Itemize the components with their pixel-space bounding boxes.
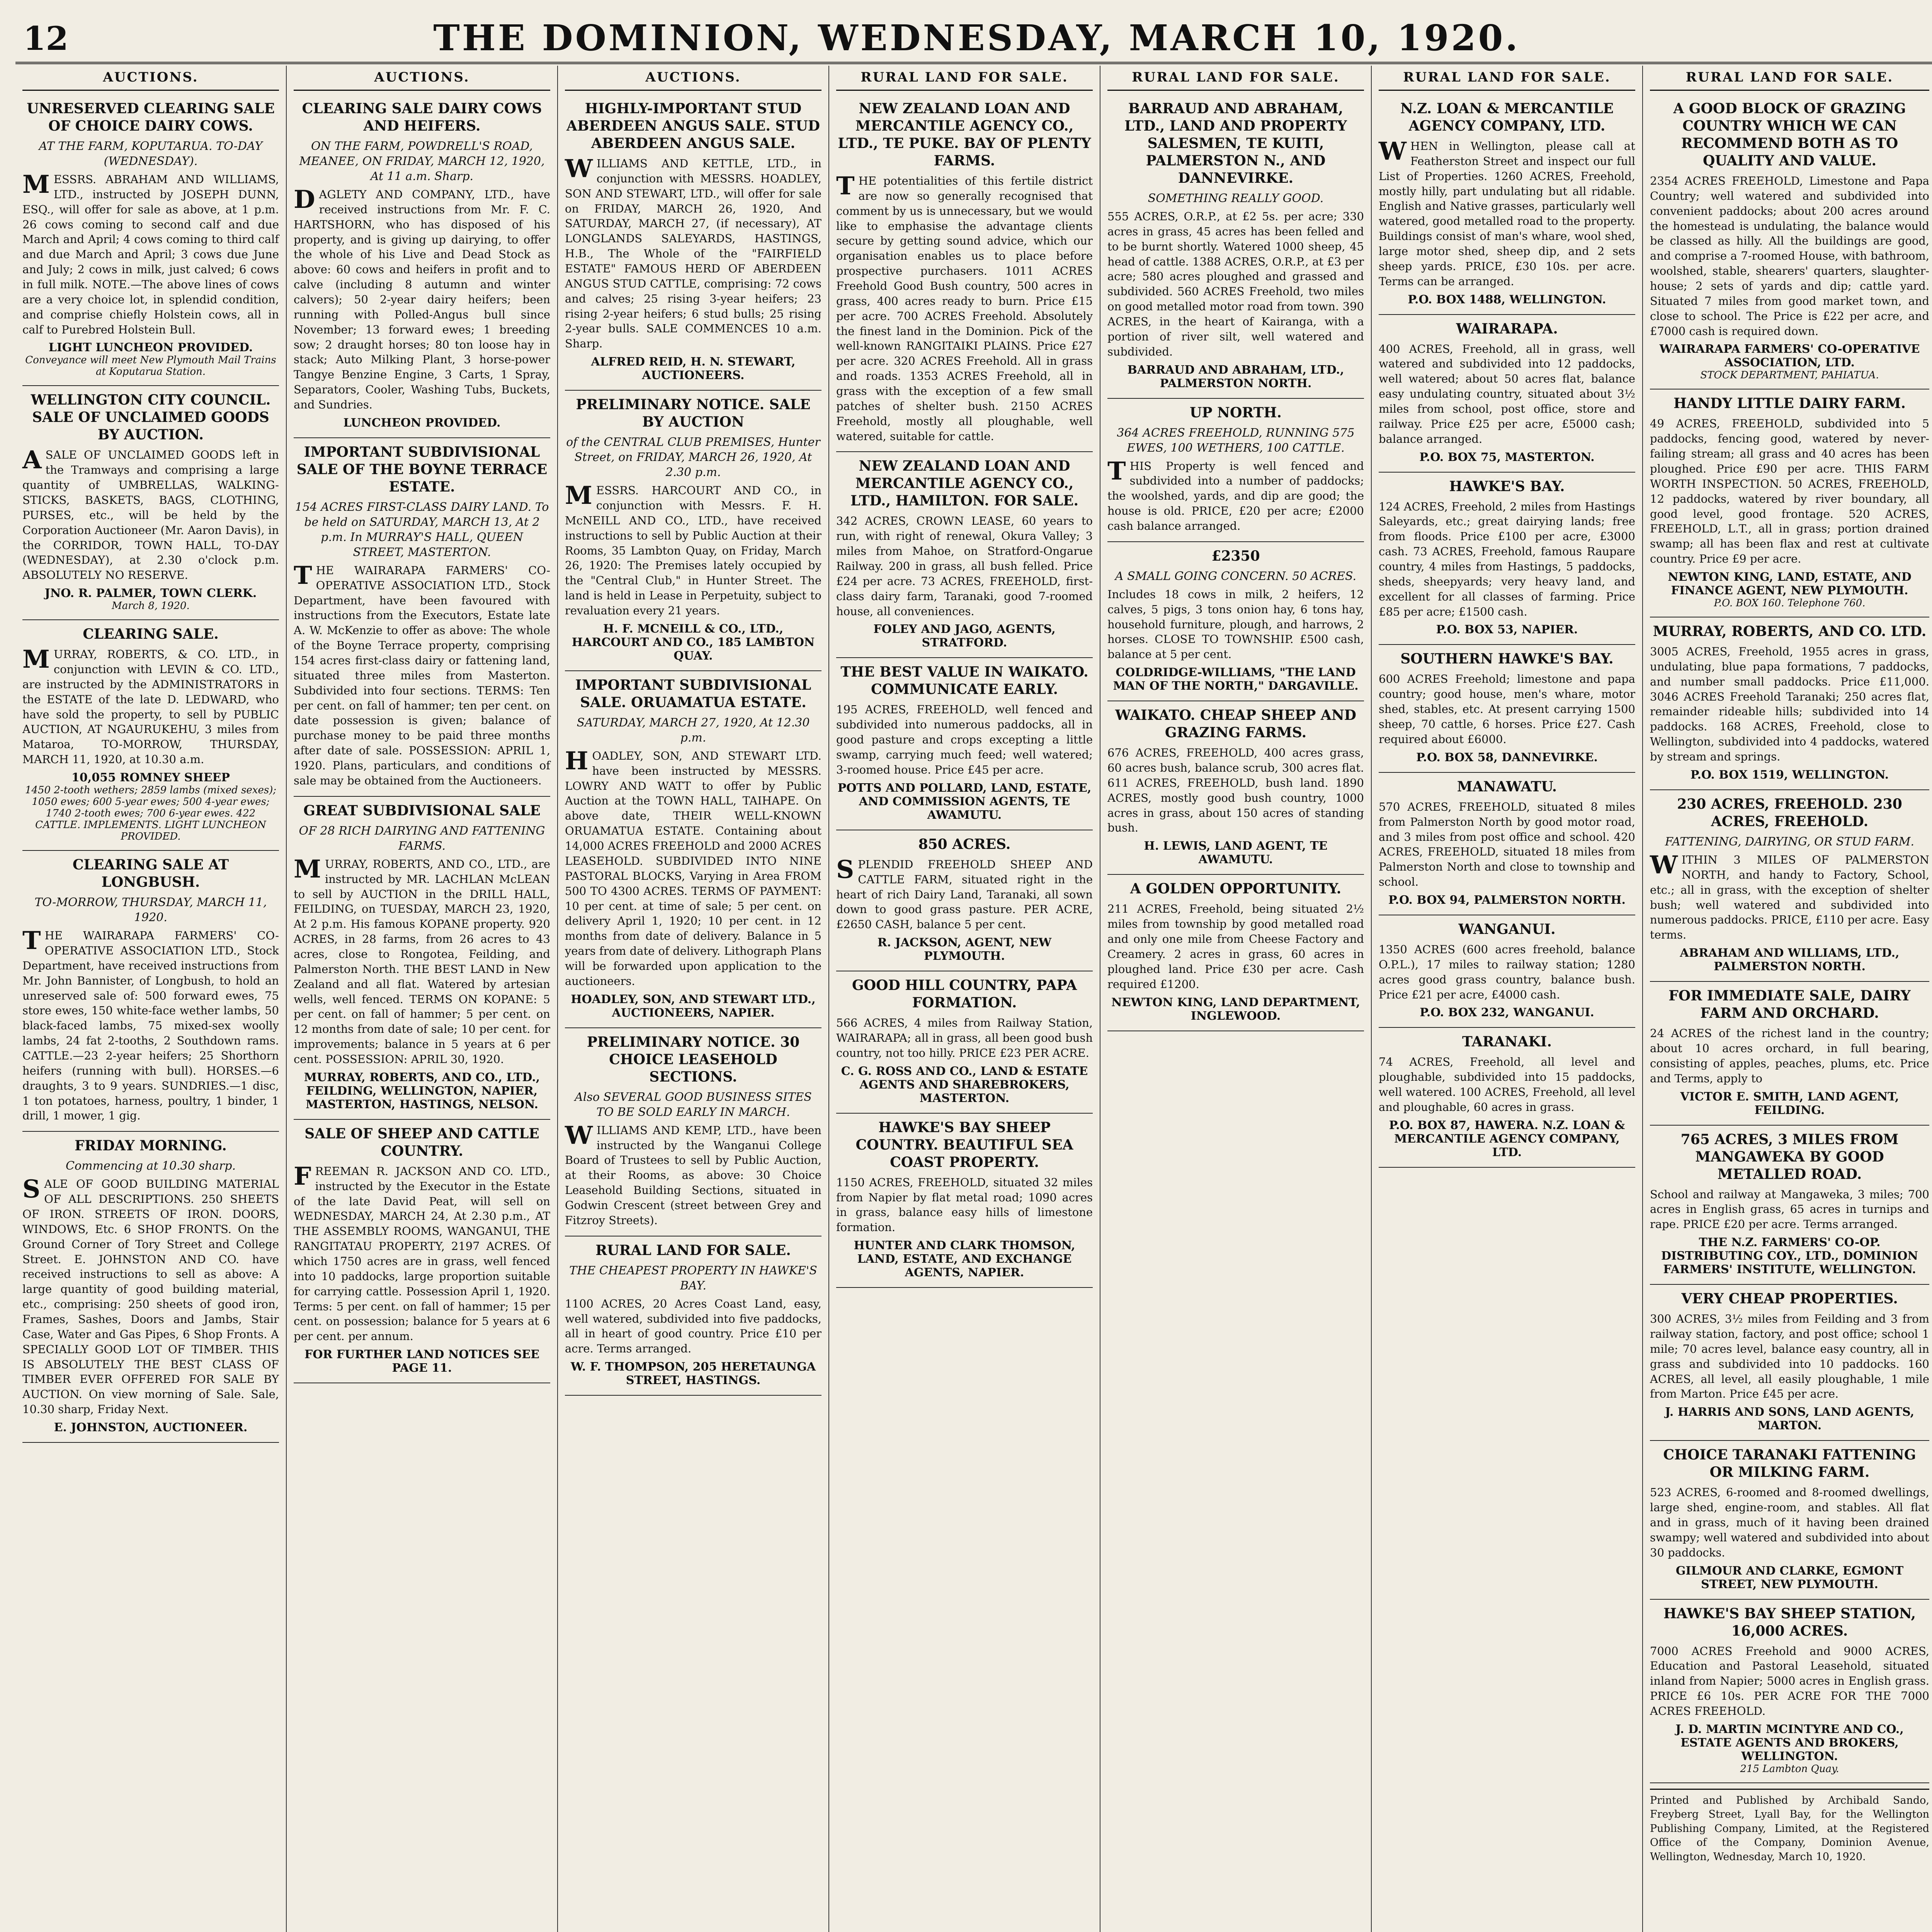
column-1 xyxy=(15,66,287,1932)
advertisement xyxy=(1107,542,1364,701)
ad-text: AGLETY AND COMPANY, LTD., have received instructions from Mr. F. C. HARTSHORN, who has disposed of his property, and is giving up dairying, to offer the whole of his Live and Dead Stock as above: 60 cows and heifers in profit and to calve (including 8 autumn and winter calvers); 50 2-year dairy heifers; been running with Polled-Angus bull since November; 13 forward ewes; 1 breeding sow; 2 draught horses; 80 ton loose hay in stack; Auto Milking Plant, 3 horse-power Tangye Benzine Engine, 3 Carts, 1 Spray, Separators, Cooler, Washing Tubs, Buckets, and Sundries. xyxy=(294,188,550,412)
advertisement xyxy=(22,620,279,851)
ad-signature: P.O. BOX 232, WANGANUI. xyxy=(1420,1006,1594,1020)
ad-body xyxy=(565,748,821,989)
ad-text: ALE OF GOOD BUILDING MATERIAL OF ALL DESCRIPTIONS. 250 SHEETS OF IRON. STREETS OF IRON. DOORS, WINDOWS, Etc. 6 SHOP FRONTS. On the Ground Corner of Tory Street and College Street. E. JOHNSTON AND CO. have received instructions to sell as above: A large quantity of good building material, etc., comprising: 250 sheets of good iron, Frames, Sashes, Doors and Jambs, Stair Case, Water and Gas Pipes, 6 Shop Fronts. A SPECIALLY GOOD LOT OF TIMBER. THIS IS ABSOLUTELY THE BEST CLASS OF TIMBER EVER OFFERED FOR SALE BY AUCTION. On view morning of Sale. Sale, 10.30 sharp, Friday Next. xyxy=(22,1177,279,1416)
ad-heading: N.Z. LOAN & MERCANTILE AGENCY COMPANY, LTD. xyxy=(1400,100,1614,134)
column-6 xyxy=(1372,66,1643,1932)
ad-heading: UNRESERVED CLEARING SALE OF CHOICE DAIRY COWS. xyxy=(27,100,275,134)
ad-text: 1350 ACRES (600 acres freehold, balance O.P.L.), 17 miles to railway station; 1280 acres good grass country, balance bush. Price £21 per acre, £4000 cash. xyxy=(1379,942,1635,1001)
ad-heading: VERY CHEAP PROPERTIES. xyxy=(1681,1291,1898,1307)
ad-heading: CHOICE TARANAKI FATTENING OR MILKING FARM. xyxy=(1663,1447,1916,1481)
ad-signature: HOADLEY, SON, AND STEWART LTD., AUCTIONEERS, NAPIER. xyxy=(571,992,816,1020)
column-header: AUCTIONS. xyxy=(22,66,279,91)
ad-text: 676 ACRES, FREEHOLD, 400 acres grass, 60 acres bush, balance scrub, 300 acres flat. 611 ACRES, FREEHOLD, bush land. 1890 ACRES, mostly good bush country, 1000 acres in grass, about 150 acres of standing bush. xyxy=(1107,746,1364,835)
advertisement xyxy=(1379,473,1635,645)
column-2 xyxy=(287,66,558,1932)
advertisement xyxy=(1107,701,1364,875)
advertisement xyxy=(836,971,1093,1114)
drop-cap: W xyxy=(1650,850,1678,879)
ad-signature: W. F. THOMPSON, 205 HERETAUNGA STREET, HASTINGS. xyxy=(570,1360,816,1388)
ad-body xyxy=(1650,644,1929,764)
drop-cap: M xyxy=(22,170,50,199)
ad-text: Includes 18 cows in milk, 2 heifers, 12 calves, 5 pigs, 3 tons onion hay, 6 tons hay, household furniture, plough, and harrows, 2 horses. CLOSE TO TOWNSHIP. £500 cash, balance at 5 per cent. xyxy=(1107,587,1364,661)
ad-body xyxy=(836,1015,1093,1061)
ad-text: SALE OF UNCLAIMED GOODS left in the Tramways and comprising a large quantity of UMBRELLAS, WALKING-STICKS, BASKETS, BAGS, CLOTHING, PURSES, etc., will be held by the Corporation Auctioneer (Mr. Aaron Davis), in the CORRIDOR, TOWN HALL, TO-DAY (WEDNESDAY), at 2.30 o'clock p.m. ABSOLUTELY NO RESERVE. xyxy=(22,448,279,582)
ad-subheading: 364 ACRES FREEHOLD, RUNNING 575 EWES, 100 WETHERS, 100 CATTLE. xyxy=(1117,426,1355,455)
ad-body xyxy=(1107,745,1364,835)
ad-heading: WAIRARAPA. xyxy=(1456,320,1558,337)
ad-subheading: AT THE FARM, KOPUTARUA. TO-DAY (WEDNESDAY). xyxy=(39,139,263,168)
advertisement xyxy=(1650,1600,1929,1783)
ad-body xyxy=(1379,139,1635,289)
drop-cap: W xyxy=(1379,137,1406,166)
ad-subheading: A SMALL GOING CONCERN. 50 ACRES. xyxy=(1115,569,1357,583)
drop-cap: T xyxy=(22,926,41,956)
ad-heading: WELLINGTON CITY COUNCIL. SALE OF UNCLAIMED GOODS BY AUCTION. xyxy=(31,392,271,443)
advertisement xyxy=(1650,1126,1929,1285)
advertisement xyxy=(1379,773,1635,915)
ad-signature: LUNCHEON PROVIDED. xyxy=(343,416,501,430)
ad-text: URRAY, ROBERTS, & CO. LTD., in conjunction with LEVIN & CO. LTD., are instructed by the ADMINISTRATORS in the ESTATE of the late D. LEDWARD, who have sold the property, to sell by PUBLIC AUCTION, AT NGAURUKEHU, 3 miles from Mataroa, TO-MORROW, THURSDAY, MARCH 11, 1920, at 10.30 a.m. xyxy=(22,648,279,766)
ad-heading: 230 ACRES, FREEHOLD. 230 ACRES, FREEHOLD. xyxy=(1677,796,1902,830)
ad-body xyxy=(1107,587,1364,662)
ad-heading: £2350 xyxy=(1211,548,1260,564)
ad-body xyxy=(1379,499,1635,619)
ad-signature: THE N.Z. FARMERS' CO-OP. DISTRIBUTING COY., LTD., DOMINION FARMERS' INSTITUTE, WELLINGTON. xyxy=(1661,1236,1918,1277)
advertisement xyxy=(294,95,550,438)
ad-signature: J. HARRIS AND SONS, LAND AGENTS, MARTON. xyxy=(1665,1405,1915,1433)
advertisement xyxy=(565,95,821,391)
ad-text: 570 ACRES, FREEHOLD, situated 8 miles from Palmerston North by good motor road, and 3 miles from post office and school. 420 ACRES, FREEHOLD, situated 18 miles from Palmerston North and close to township and school. xyxy=(1379,800,1635,889)
ad-text: 566 ACRES, 4 miles from Railway Station, WAIRARAPA; all in grass, all been good bush country, not too hilly. PRICE £23 PER ACRE. xyxy=(836,1016,1093,1060)
ad-text: ILLIAMS AND KEMP, LTD., have been instructed by the Wanganui College Board of Trustees to sell by Public Auction, at their Rooms, as above: 30 Choice Leasehold Building Sections, situated in Godwin Crescent (street between Grey and Fitzroy Streets). xyxy=(565,1123,821,1227)
column-3 xyxy=(558,66,829,1932)
ad-heading: IMPORTANT SUBDIVISIONAL SALE. ORUAMATUA ESTATE. xyxy=(575,677,811,711)
drop-cap: S xyxy=(836,855,854,884)
ad-text: 49 ACRES, FREEHOLD, subdivided into 5 paddocks, fencing good, watered by never-failing stream; all grass and 40 acres has been ploughed. Price £90 per acre. THIS FARM WORTH INSPECTION. 50 ACRES, FREEHOLD, 12 paddocks, watered by river boundary, all good level, good frontage. 520 ACRES, FREEHOLD, L.T., all in grass; portion drained swamp; all has been flax and rest at cultivate country. Price £9 per acre. xyxy=(1650,417,1929,566)
ad-heading: MURRAY, ROBERTS, AND CO. LTD. xyxy=(1653,623,1927,640)
drop-cap: T xyxy=(1107,456,1126,486)
ad-body xyxy=(836,1175,1093,1235)
ad-signature: WAIRARAPA FARMERS' CO-OPERATIVE ASSOCIATION, LTD. xyxy=(1659,342,1920,370)
ad-text: HE WAIRARAPA FARMERS' CO-OPERATIVE ASSOCIATION LTD., Stock Department, have received instructions from Mr. John Bannister, of Longbush, to hold an unreserved sale of: 500 forward ewes, 75 store ewes, 150 white-face wether lambs, 50 black-faced lambs, 75 mixed-sex woolly lambs, 24 fat 2-tooths, 2 Southdown rams. CATTLE.—23 2-year heifers; 25 Shorthorn heifers (running with bull). HORSES.—6 draughts, 3 to 9 years. SUNDRIES.—1 disc, 1 ton potatoes, harness, poultry, 1 binder, 1 drill, 1 mower, 1 gig. xyxy=(22,929,279,1122)
ad-signature: BARRAUD AND ABRAHAM, LTD., PALMERSTON NORTH. xyxy=(1127,363,1344,390)
ad-heading: A GOLDEN OPPORTUNITY. xyxy=(1130,881,1342,897)
column-header: RURAL LAND FOR SALE. xyxy=(1650,66,1929,91)
ad-text: 3005 ACRES, Freehold, 1955 acres in grass, undulating, blue papa formations, 7 paddocks, and number small paddocks. Price £11,000. 3046 ACRES Freehold Taranaki; 250 acres flat, remainder rideable hills; subdivided into 14 paddocks. 168 ACRES, Freehold, close to Wellington, subdivided into 4 paddocks, watered by stream and springs. xyxy=(1650,645,1929,764)
ad-body xyxy=(1107,456,1364,534)
ad-signature-note: 215 Lambton Quay. xyxy=(1740,1763,1839,1775)
advertisement xyxy=(1650,1441,1929,1599)
advertisement xyxy=(1107,875,1364,1031)
ad-text: 74 ACRES, Freehold, all level and ploughable, subdivided into 15 paddocks, well watered. 100 ACRES, Freehold, all level and ploughable, 60 acres in grass. xyxy=(1379,1055,1635,1114)
advertisement xyxy=(836,1114,1093,1288)
column-header: RURAL LAND FOR SALE. xyxy=(1107,66,1364,91)
ad-subheading: OF 28 RICH DAIRYING AND FATTENING FARMS. xyxy=(299,824,545,853)
ad-body xyxy=(1107,209,1364,359)
drop-cap: M xyxy=(294,854,321,884)
ad-subheading: SOMETHING REALLY GOOD. xyxy=(1148,192,1324,205)
ad-signature: POTTS AND POLLARD, LAND, ESTATE, AND COMMISSION AGENTS, TE AWAMUTU. xyxy=(837,781,1092,822)
ad-signature: ALFRED REID, H. N. STEWART, AUCTIONEERS. xyxy=(591,355,796,383)
ad-signature: VICTOR E. SMITH, LAND AGENT, FEILDING. xyxy=(1680,1090,1899,1117)
ad-signature: MURRAY, ROBERTS, AND CO., LTD., FEILDING, WELLINGTON, NAPIER, MASTERTON, HASTINGS, NELSON. xyxy=(304,1070,540,1111)
ad-subheading: SATURDAY, MARCH 27, 1920, At 12.30 p.m. xyxy=(577,716,810,745)
ad-text: 211 ACRES, Freehold, being situated 2½ miles from township by good metalled road and only one mile from Cheese Factory and Creamery. 2 acres in grass, 60 acres in ploughed land. Price £30 per acre. Cash required £1200. xyxy=(1107,902,1364,991)
ad-signature: R. JACKSON, AGENT, NEW PLYMOUTH. xyxy=(877,936,1052,963)
ad-text: URRAY, ROBERTS, AND CO., LTD., are instructed by MR. LACHLAN McLEAN to sell by AUCTION in the DRILL HALL, FEILDING, on TUESDAY, MARCH 23, 1920, At 2 p.m. His famous KOPANE property. 920 ACRES, in 28 farms, from 26 acres to 43 acres, close to Rongotea, Feilding, and Palmerston North. THE BEST LAND in New Zealand and all flat. Watered by artesian wells, well fenced. TERMS ON KOPANE: 5 per cent. on fall of hammer; 5 per cent. on 12 months from date of sale; 10 per cent. for improvements; balance in 5 years at 6 per cent. POSSESSION: APRIL 30, 1920. xyxy=(294,857,550,1066)
ad-heading: A GOOD BLOCK OF GRAZING COUNTRY WHICH WE CAN RECOMMEND BOTH AS TO QUALITY AND VALUE. xyxy=(1673,100,1906,169)
ad-body xyxy=(1650,852,1929,942)
ad-body xyxy=(1107,901,1364,992)
ad-body xyxy=(22,647,279,767)
ad-subheading: Also SEVERAL GOOD BUSINESS SITES TO BE SOLD EARLY IN MARCH. xyxy=(575,1090,812,1119)
ad-subheading: FATTENING, DAIRYING, OR STUD FARM. xyxy=(1665,835,1914,849)
advertisement xyxy=(1650,389,1929,617)
ad-signature: COLDRIDGE-WILLIAMS, "THE LAND MAN OF THE NORTH," DARGAVILLE. xyxy=(1113,666,1359,693)
ad-text: 2354 ACRES FREEHOLD, Limestone and Papa Country; well watered and subdivided into convenient paddocks; about 200 acres around the homestead is undulating, the balance would be classed as hilly. All the buildings are good, and comprise a 7-roomed House, with bathroom, woolshed, stable, shearers' quarters, slaughter-house; 2 sets of yards and dip; cattle yard. Situated 7 miles from good market town, and close to school. The Price is £22 per acre, and £7000 cash is required down. xyxy=(1650,174,1929,338)
ad-body xyxy=(836,173,1093,444)
ad-body xyxy=(1650,173,1929,338)
ad-text: ESSRS. HARCOURT AND CO., in conjunction with Messrs. F. H. McNEILL AND CO., LTD., have received instructions to sell by Public Auction at their Rooms, 35 Lambton Quay, on Friday, March 26, 1920: The Premises lately occupied by the "Central Club," in Hunter Street. The land is held in Lease in Perpetuity, subject to revaluation every 21 years. xyxy=(565,484,821,617)
ad-heading: HAWKE'S BAY. xyxy=(1449,478,1565,495)
ad-subheading: Commencing at 10.30 sharp. xyxy=(65,1159,236,1173)
ad-signature: NEWTON KING, LAND DEPARTMENT, INGLEWOOD. xyxy=(1111,995,1360,1023)
ad-body xyxy=(1379,942,1635,1002)
masthead xyxy=(15,12,1932,64)
ad-heading: PRELIMINARY NOTICE. SALE BY AUCTION xyxy=(576,396,811,430)
ad-signature: FOLEY AND JAGO, AGENTS, STRATFORD. xyxy=(873,622,1056,650)
advertisement xyxy=(836,658,1093,830)
ad-text: 24 ACRES of the richest land in the country; about 10 acres orchard, in full bearing, consisting of apples, peaches, plums, etc. Price and Terms, apply to xyxy=(1650,1027,1929,1085)
ad-body xyxy=(1650,1644,1929,1719)
ad-body xyxy=(1650,1187,1929,1232)
drop-cap: W xyxy=(565,1121,593,1150)
page-columns xyxy=(15,66,1932,1932)
ad-heading: GOOD HILL COUNTRY, PAPA FORMATION. xyxy=(852,977,1077,1011)
ad-heading: HIGHLY-IMPORTANT STUD ABERDEEN ANGUS SALE. STUD ABERDEEN ANGUS SALE. xyxy=(566,100,820,151)
advertisement xyxy=(1650,1285,1929,1441)
ad-heading: MANAWATU. xyxy=(1457,778,1557,795)
ad-text: 400 ACRES, Freehold, all in grass, well watered and subdivided into 12 paddocks, well watered; about 50 acres flat, balance easy undulating country, situated about 3½ miles from school, post office, store and railway. Price £25 per acre, £5000 cash; balance arranged. xyxy=(1379,342,1635,446)
ad-signature-note: STOCK DEPARTMENT, PAHIATUA. xyxy=(1700,369,1879,381)
ad-text: 1150 ACRES, FREEHOLD, situated 32 miles from Napier by flat metal road; 1090 acres in grass, balance easy hills of limestone formation. xyxy=(836,1175,1093,1234)
advertisement xyxy=(836,95,1093,452)
advertisement xyxy=(836,452,1093,658)
ad-signature: ABRAHAM AND WILLIAMS, LTD., PALMERSTON NORTH. xyxy=(1680,946,1900,974)
newspaper-title: THE DOMINION, WEDNESDAY, MARCH 10, 1920. xyxy=(433,17,1520,59)
advertisement xyxy=(1379,1028,1635,1167)
column-header: RURAL LAND FOR SALE. xyxy=(1379,66,1635,91)
advertisement xyxy=(836,830,1093,971)
ad-text: School and railway at Mangaweka, 3 miles; 700 acres in English grass, 65 acres in turnips and rape. PRICE £20 per acre. Terms arranged. xyxy=(1650,1187,1929,1231)
drop-cap: D xyxy=(294,185,315,214)
ad-text: HEN in Wellington, please call at Featherston Street and inspect our full List of Properties. 1260 ACRES, Freehold, mostly hilly, part undulating but all ridable. English and Native grasses, particularly well watered, good metalled road to the property. Buildings consist of man's whare, wool shed, large motor shed, sheep dip, and 2 sets sheep yards. PRICE, £30 10s. per acre. Terms can be arranged. xyxy=(1379,139,1635,288)
advertisement xyxy=(1650,617,1929,790)
ad-text: HIS Property is well fenced and subdivided into a number of paddocks; the woolshed, yards, and dip are good; the house is old. PRICE, £20 per acre; £2000 cash balance arranged. xyxy=(1107,459,1364,533)
ad-signature: P.O. BOX 58, DANNEVIRKE. xyxy=(1416,750,1598,764)
ad-signature: HUNTER AND CLARK THOMSON, LAND, ESTATE, AND EXCHANGE AGENTS, NAPIER. xyxy=(854,1239,1075,1280)
ad-heading: 850 ACRES. xyxy=(918,836,1011,852)
ad-body xyxy=(22,447,279,583)
advertisement xyxy=(565,1236,821,1396)
column-5 xyxy=(1100,66,1372,1932)
ad-signature: JNO. R. PALMER, TOWN CLERK. xyxy=(44,587,257,600)
drop-cap: F xyxy=(294,1162,311,1191)
ad-signature: 10,055 ROMNEY SHEEP xyxy=(71,771,230,785)
advertisement xyxy=(1107,95,1364,399)
ad-signature: FOR FURTHER LAND NOTICES SEE PAGE 11. xyxy=(304,1348,539,1375)
ad-heading: NEW ZEALAND LOAN AND MERCANTILE AGENCY CO., LTD., TE PUKE. BAY OF PLENTY FARMS. xyxy=(838,100,1091,169)
ad-subheading: 154 ACRES FIRST-CLASS DAIRY LAND. To be held on SATURDAY, MARCH 13, At 2 p.m. In MURRAY'S HALL, QUEEN STREET, MASTERTON. xyxy=(295,500,549,559)
ad-signature: E. JOHNSTON, AUCTIONEER. xyxy=(54,1420,248,1434)
ad-text: OADLEY, SON, AND STEWART LTD. have been instructed by MESSRS. LOWRY AND WATT to offer by Public Auction at the TOWN HALL, TAIHAPE. On above date, THEIR WELL-KNOWN ORUAMATUA ESTATE. Containing about 14,000 ACRES FREEHOLD and 2000 ACRES LEASEHOLD. SUBDIVIDED INTO NINE PASTORAL BLOCKS, Varying in Area FROM 500 TO 4300 ACRES. TERMS OF PAYMENT: 10 per cent. at time of sale; 5 per cent. on delivery April 1, 1920; 10 per cent. in 12 months from date of delivery. Balance in 5 years from date of delivery. Lithograph Plans will be forwarded upon application to the auctioneers. xyxy=(565,749,821,988)
ad-heading: UP NORTH. xyxy=(1190,404,1282,421)
ad-body xyxy=(294,854,550,1067)
ad-signature: GILMOUR AND CLARKE, EGMONT STREET, NEW PLYMOUTH. xyxy=(1675,1564,1904,1591)
ad-signature: J. D. MARTIN MCINTYRE AND CO., ESTATE AGENTS AND BROKERS, WELLINGTON. xyxy=(1675,1722,1904,1763)
ad-heading: HANDY LITTLE DAIRY FARM. xyxy=(1673,395,1906,412)
ad-heading: NEW ZEALAND LOAN AND MERCANTILE AGENCY CO., LTD., HAMILTON. FOR SALE. xyxy=(850,458,1079,509)
advertisement xyxy=(1379,915,1635,1028)
ad-body xyxy=(22,928,279,1123)
advertisement xyxy=(22,386,279,620)
ad-text: 195 ACRES, FREEHOLD, well fenced and subdivided into numerous paddocks, all in good pasture and crops excepting a little swamp, carrying much feed; well watered; 3-roomed house. Price £45 per acre. xyxy=(836,703,1093,776)
ad-body xyxy=(1379,799,1635,889)
ad-signature: NEWTON KING, LAND, ESTATE, AND FINANCE AGENT, NEW PLYMOUTH. xyxy=(1668,570,1912,598)
ad-text: 555 ACRES, O.R.P., at £2 5s. per acre; 330 acres in grass, 45 acres has been felled and to be burnt shortly. Watered 1000 sheep, 45 head of cattle. 1388 ACRES, O.R.P., at £3 per acre; 580 acres ploughed and grassed and subdivided. 560 ACRES Freehold, two miles on good metalled motor road from town. 390 ACRES, in the heart of Kairanga, with a portion of river silt, well watered and subdivided. xyxy=(1107,210,1364,358)
ad-text: HE potentialities of this fertile district are now so generally recognised that comment by us is unnecessary, but we would like to emphasise the advantage clients secure by getting sound advice, which our organisation enables us to place before prospective purchasers. 1011 ACRES Freehold Good Bush country, 500 acres in grass, 400 acres ready to burn. Price £15 per acre. 700 ACRES Freehold. Absolutely the finest land in the Dominion. Pick of the well-known RANGITAIKI PLAINS. Price £27 per acre. 320 ACRES Freehold. All in grass and roads. 1353 ACRES Freehold, all in grass with the exception of a few small patches of shelter bush. 2150 ACRES Freehold, mostly all ploughable, well watered, suitable for cattle. xyxy=(836,174,1093,443)
advertisement xyxy=(294,797,550,1120)
ad-body xyxy=(294,563,550,788)
ad-body xyxy=(1650,1026,1929,1086)
advertisement xyxy=(1379,315,1635,473)
ad-heading: CLEARING SALE. xyxy=(83,626,219,643)
column-header: AUCTIONS. xyxy=(294,66,550,91)
drop-cap: W xyxy=(565,154,593,183)
ad-text: 124 ACRES, Freehold, 2 miles from Hastings Saleyards, etc.; great dairying lands; free from floods. Price £100 per acre, £3000 cash. 73 ACRES, Freehold, famous Raupare country, 4 miles from Hastings, 5 paddocks, sheds, sheepyards; very heavy land, and excellent for all classes of farming. Price £85 per acre; £1500 cash. xyxy=(1379,500,1635,618)
advertisement xyxy=(22,1132,279,1443)
ad-heading: WANGANUI. xyxy=(1458,921,1556,937)
advertisement xyxy=(565,1028,821,1236)
ad-text: 600 ACRES Freehold; limestone and papa country; good house, men's whare, motor shed, stables, etc. At present carrying 1500 sheep, 70 cattle, 6 horses. Price £27. Cash required about £6000. xyxy=(1379,672,1635,746)
ad-signature: LIGHT LUNCHEON PROVIDED. xyxy=(48,341,253,355)
ad-subheading: THE CHEAPEST PROPERTY IN HAWKE'S BAY. xyxy=(569,1264,817,1293)
drop-cap: T xyxy=(836,172,855,201)
ad-body xyxy=(565,483,821,618)
advertisement xyxy=(1650,982,1929,1125)
drop-cap: M xyxy=(22,645,50,674)
advertisement xyxy=(294,438,550,797)
ad-body xyxy=(294,1164,550,1344)
ad-heading: FOR IMMEDIATE SALE, DAIRY FARM AND ORCHARD. xyxy=(1668,988,1911,1022)
ad-text: PLENDID FREEHOLD SHEEP AND CATTLE FARM, situated right in the heart of rich Dairy Land, Taranaki, all sown down to good grass pasture. PER ACRE, £2650 CASH, balance 5 per cent. xyxy=(836,857,1093,931)
column-7 xyxy=(1643,66,1932,1932)
ad-heading: HAWKE'S BAY SHEEP COUNTRY. BEAUTIFUL SEA COAST PROPERTY. xyxy=(855,1119,1073,1170)
advertisement xyxy=(1650,95,1929,389)
ad-heading: CLEARING SALE DAIRY COWS AND HEIFERS. xyxy=(302,100,542,134)
ad-heading: SALE OF SHEEP AND CATTLE COUNTRY. xyxy=(304,1125,539,1159)
ad-body xyxy=(565,156,821,351)
ad-heading: THE BEST VALUE IN WAIKATO. COMMUNICATE EARLY. xyxy=(840,664,1088,698)
ad-body xyxy=(1379,672,1635,747)
ad-signature-note: Conveyance will meet New Plymouth Mail Trains at Koputarua Station. xyxy=(25,354,276,378)
advertisement xyxy=(1107,399,1364,542)
ad-heading: PRELIMINARY NOTICE. 30 CHOICE LEASEHOLD SECTIONS. xyxy=(587,1034,800,1085)
ad-heading: IMPORTANT SUBDIVISIONAL SALE OF THE BOYNE TERRACE ESTATE. xyxy=(296,444,548,495)
ad-text: 342 ACRES, CROWN LEASE, 60 years to run, with right of renewal, Okura Valley; 3 miles from Mahoe, on Stratford-Ongarue Railway. 200 in grass, all bush felled. Price £24 per acre. 73 ACRES, FREEHOLD, first-class dairy farm, Taranaki, good 7-roomed house, all conveniences. xyxy=(836,514,1093,618)
advertisement xyxy=(1379,645,1635,772)
advertisement xyxy=(22,95,279,386)
ad-subheading: TO-MORROW, THURSDAY, MARCH 11, 1920. xyxy=(34,896,267,925)
ad-body xyxy=(1650,1311,1929,1401)
ad-body xyxy=(294,187,550,412)
ad-heading: SOUTHERN HAWKE'S BAY. xyxy=(1400,651,1614,667)
ad-body xyxy=(1379,342,1635,447)
advertisement xyxy=(22,851,279,1132)
drop-cap: S xyxy=(22,1175,41,1204)
drop-cap: H xyxy=(565,746,588,776)
ad-signature-note: P.O. BOX 160. Telephone 760. xyxy=(1714,597,1866,609)
ad-body xyxy=(22,1177,279,1417)
ad-signature-note: March 8, 1920. xyxy=(112,600,190,612)
ad-signature: P.O. BOX 53, NAPIER. xyxy=(1436,623,1578,637)
ad-signature: P.O. BOX 87, HAWERA. N.Z. LOAN & MERCANTILE AGENCY COMPANY, LTD. xyxy=(1389,1118,1625,1159)
ad-text: ITHIN 3 MILES OF PALMERSTON NORTH, and handy to Factory, School, etc.; all in grass, with the exception of shelter bush; well watered and subdivided into numerous paddocks. PRICE, £110 per acre. Easy terms. xyxy=(1650,853,1929,942)
ad-heading: 765 ACRES, 3 MILES FROM MANGAWEKA BY GOOD METALLED ROAD. xyxy=(1680,1131,1899,1182)
drop-cap: M xyxy=(565,481,592,510)
ad-signature-note: 1450 2-tooth wethers; 2859 lambs (mixed sexes); 1050 ewes; 600 5-year ewes; 500 4-year ewes; 1740 2-tooth ewes; 700 6-year ewes. 422 CATTLE. IMPLEMENTS. LIGHT LUNCHEON PROVIDED. xyxy=(25,784,277,843)
ad-body xyxy=(22,172,279,337)
ad-text: ILLIAMS AND KETTLE, LTD., in conjunction with MESSRS. HOADLEY, SON AND STEWART, LTD., will offer for sale on FRIDAY, MARCH 26, 1920, And SATURDAY, MARCH 27, (if necessary), AT LONGLANDS SALEYARDS, HASTINGS, H.B., The Whole of the "FAIRFIELD ESTATE" FAMOUS HERD OF ABERDEEN ANGUS STUD CATTLE, comprising: 72 cows and calves; 25 rising 3-year heifers; 23 rising 2-year heifers; 6 stud bulls; 25 rising 2-year bulls. SALE COMMENCES 10 a.m. Sharp. xyxy=(565,157,821,350)
drop-cap: A xyxy=(22,446,42,475)
ad-signature: H. LEWIS, LAND AGENT, TE AWAMUTU. xyxy=(1144,839,1328,867)
ad-text: 1100 ACRES, 20 Acres Coast Land, easy, well watered, subdivided into five paddocks, all in heart of good country. Price £10 per acre. Terms arranged. xyxy=(565,1297,821,1355)
ad-text: 7000 ACRES Freehold and 9000 ACRES, Education and Pastoral Leasehold, situated inland from Napier; 5000 acres in English grass. PRICE £6 10s. PER ACRE FOR THE 7000 ACRES FREEHOLD. xyxy=(1650,1644,1929,1718)
ad-heading: HAWKE'S BAY SHEEP STATION, 16,000 ACRES. xyxy=(1663,1605,1916,1639)
ad-heading: FRIDAY MORNING. xyxy=(75,1138,227,1154)
publisher-imprint: Printed and Published by Archibald Sando, Freyberg Street, Lyall Bay, for the Wellington Publishing Company, Limited, at the Registered Office of the Company, Dominion Avenue, Wellington, Wednesday, March 10, 1920. xyxy=(1650,1789,1929,1864)
ad-signature: H. F. MCNEILL & CO., LTD., HARCOURT AND CO., 185 LAMBTON QUAY. xyxy=(571,622,815,663)
ad-body xyxy=(836,857,1093,932)
ad-subheading: of the CENTRAL CLUB PREMISES, Hunter Street, on FRIDAY, MARCH 26, 1920, At 2.30 p.m. xyxy=(566,435,820,480)
ad-heading: CLEARING SALE AT LONGBUSH. xyxy=(72,857,229,891)
ad-body xyxy=(1650,416,1929,566)
ad-body xyxy=(565,1123,821,1228)
ad-text: REEMAN R. JACKSON AND CO. LTD., instructed by the Executor in the Estate of the late David Peat, will sell on WEDNESDAY, MARCH 24, At 2.30 p.m., AT THE ASSEMBLY ROOMS, WANGANUI, THE RANGITATAU PROPERTY, 2197 ACRES. Of which 1750 acres are in grass, well fenced into 10 paddocks, large proportion suitable for carrying cattle. Possession April 1, 1920. Terms: 5 per cent. on fall of hammer; 15 per cent. on possession; balance for 5 years at 6 per cent. per annum. xyxy=(294,1164,550,1343)
ad-heading: BARRAUD AND ABRAHAM, LTD., LAND AND PROPERTY SALESMEN, TE KUITI, PALMERSTON N., AND DANNEVIRKE. xyxy=(1124,100,1347,186)
column-header: RURAL LAND FOR SALE. xyxy=(836,66,1093,91)
advertisement xyxy=(1379,95,1635,315)
drop-cap: T xyxy=(294,561,312,590)
advertisement xyxy=(565,671,821,1028)
ad-body xyxy=(836,702,1093,777)
ad-body xyxy=(836,514,1093,619)
advertisement xyxy=(1650,790,1929,982)
ad-text: HE WAIRARAPA FARMERS' CO-OPERATIVE ASSOCIATION LTD., Stock Department, have been favoured with instructions from the Executors, Estate late A. W. McKenzie to offer as above: The whole of the Boyne Terrace property, comprising 154 acres first-class dairy or fattening land, situated three miles from Masterton. Subdivided into four sections. TERMS: Ten per cent. on fall of hammer; ten per cent. on date possession is given; balance of purchase money to be paid three months after date of sale. POSSESSION: APRIL 1, 1920. Plans, particulars, and conditions of sale may be obtained from the Auctioneers. xyxy=(294,563,550,787)
ad-body xyxy=(1379,1054,1635,1114)
column-header: AUCTIONS. xyxy=(565,66,821,91)
ad-heading: RURAL LAND FOR SALE. xyxy=(595,1242,791,1259)
advertisement xyxy=(294,1120,550,1383)
ad-heading: WAIKATO. CHEAP SHEEP AND GRAZING FARMS. xyxy=(1115,707,1356,741)
ad-heading: TARANAKI. xyxy=(1462,1034,1552,1050)
ad-signature: C. G. ROSS AND CO., LAND & ESTATE AGENTS AND SHAREBROKERS, MASTERTON. xyxy=(841,1064,1088,1105)
column-4 xyxy=(829,66,1100,1932)
ad-signature: P.O. BOX 94, PALMERSTON NORTH. xyxy=(1388,893,1626,907)
ad-text: 300 ACRES, 3½ miles from Feilding and 3 from railway station, factory, and post office; school 1 mile; 70 acres level, balance easy country, all in grass and subdivided into 10 paddocks. 160 ACRES, all level, all easily ploughable, 1 mile from Marton. Price £45 per acre. xyxy=(1650,1312,1929,1401)
advertisement xyxy=(565,391,821,671)
ad-body xyxy=(565,1296,821,1356)
ad-signature: P.O. BOX 1488, WELLINGTON. xyxy=(1408,293,1606,306)
ad-signature: P.O. BOX 1519, WELLINGTON. xyxy=(1690,768,1889,782)
ad-subheading: ON THE FARM, POWDRELL'S ROAD, MEANEE, ON FRIDAY, MARCH 12, 1920, At 11 a.m. Sharp. xyxy=(299,139,545,183)
ad-text: ESSRS. ABRAHAM AND WILLIAMS, LTD., instructed by JOSEPH DUNN, ESQ., will offer for sale as above, at 1 p.m. 26 cows coming to second calf and due March and April; 4 cows coming to third calf and due March and April; 3 cows due June and July; 2 cows in milk, just calved; 6 cows in full milk. NOTE.—The above lines of cows are a very choice lot, in splendid condition, and comprise chiefly Holstein cows, all in calf to Purebred Holstein Bull. xyxy=(22,173,279,336)
ad-signature: P.O. BOX 75, MASTERTON. xyxy=(1419,450,1595,464)
ad-body xyxy=(1650,1485,1929,1560)
ad-text: 523 ACRES, 6-roomed and 8-roomed dwellings, large shed, engine-room, and stables. All flat and in grass, much of it having been drained swampy; well watered and subdivided into about 30 paddocks. xyxy=(1650,1486,1929,1559)
ad-heading: GREAT SUBDIVISIONAL SALE xyxy=(303,802,541,819)
page-number: 12 xyxy=(23,19,68,58)
